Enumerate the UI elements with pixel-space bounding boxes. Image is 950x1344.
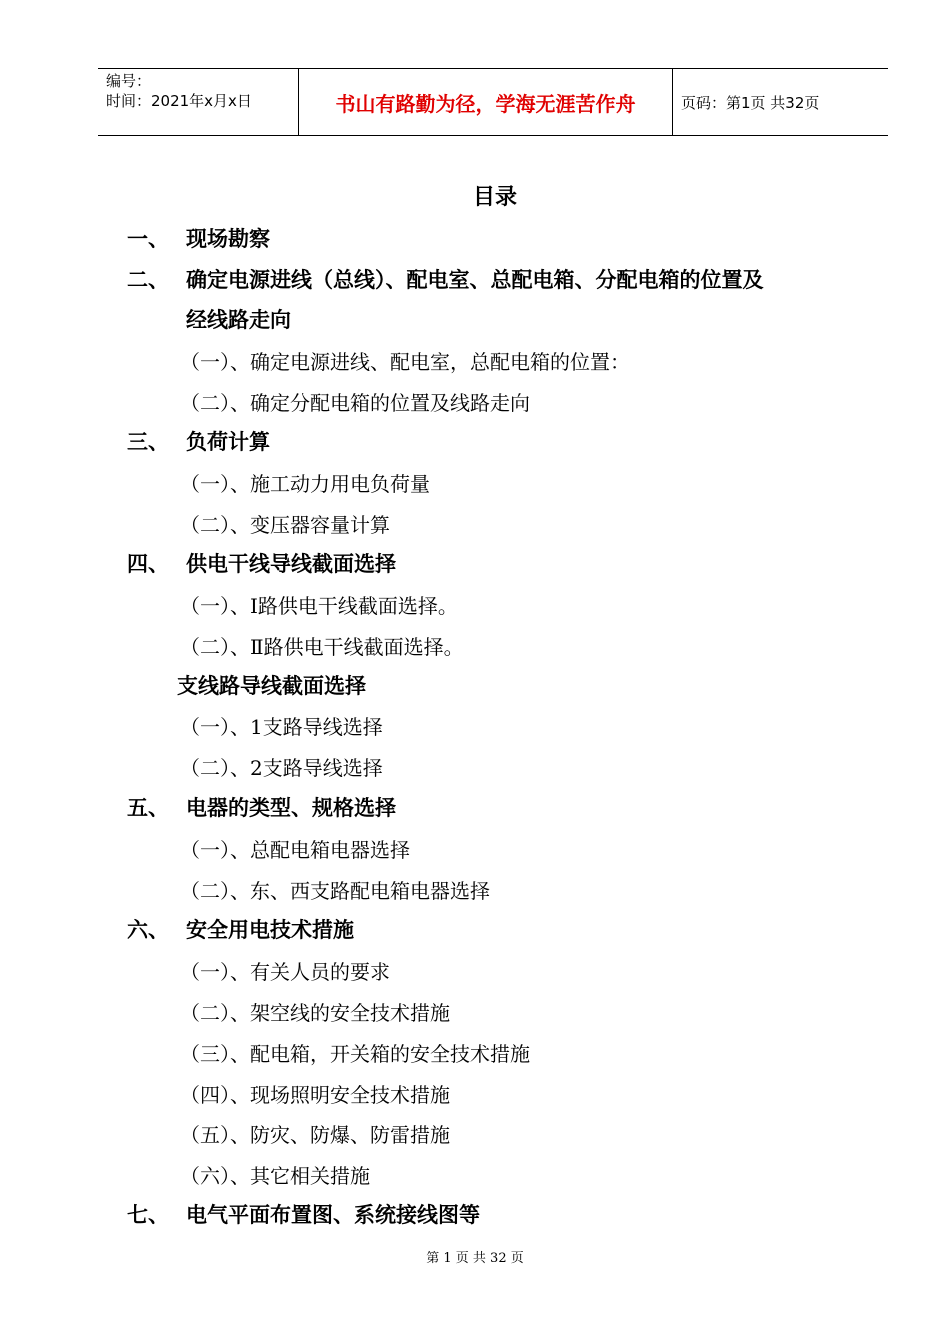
toc-subheading-branch-lines: 支线路导线截面选择 (177, 674, 366, 698)
toc-item-6-3: （三）、配电箱，开关箱的安全技术措施 (180, 1042, 530, 1066)
toc-section-title: 负荷计算 (186, 430, 270, 454)
toc-title: 目录 (472, 185, 517, 210)
toc-item-4-2: （二）、Ⅱ路供电干线截面选择。 (180, 635, 464, 659)
toc-item-4-3: （一）、1支路导线选择 (180, 715, 383, 739)
toc-item-4-1: （一）、Ⅰ路供电干线截面选择。 (180, 594, 458, 618)
header-page-info: 页码：第1页 共32页 (681, 93, 820, 112)
toc-section-title: 供电干线导线截面选择 (186, 552, 396, 576)
toc-item-6-6: （六）、其它相关措施 (180, 1164, 370, 1188)
toc-item-6-5: （五）、防灾、防爆、防雷措施 (180, 1123, 450, 1147)
toc-section-title: 现场勘察 (186, 227, 270, 251)
toc-item-6-1: （一）、有关人员的要求 (180, 960, 390, 984)
toc-section-number: 五、 (127, 796, 169, 820)
toc-item-5-1: （一）、总配电箱电器选择 (180, 838, 410, 862)
toc-section-number: 二、 (127, 268, 169, 292)
toc-item-5-2: （二）、东、西支路配电箱电器选择 (180, 879, 490, 903)
toc-section-number: 一、 (127, 227, 169, 251)
toc-section-title: 电气平面布置图、系统接线图等 (186, 1203, 480, 1227)
page-footer: 第 1 页 共 32 页 (426, 1251, 524, 1266)
toc-section-title: 确定电源进线（总线）、配电室、总配电箱、分配电箱的位置及 (186, 268, 764, 292)
toc-item-6-2: （二）、架空线的安全技术措施 (180, 1001, 450, 1025)
header-motto: 书山有路勤为径，学海无涯苦作舟 (299, 69, 673, 135)
toc-item-3-2: （二）、变压器容量计算 (180, 513, 390, 537)
document-time-label: 时间：2021年x月x日 (106, 92, 252, 110)
toc-section-title: 安全用电技术措施 (186, 918, 354, 942)
toc-section-title-continued: 经线路走向 (186, 308, 291, 332)
toc-item-4-4: （二）、2支路导线选择 (180, 756, 383, 780)
toc-section-title: 电器的类型、规格选择 (186, 796, 396, 820)
toc-item-2-2: （二）、确定分配电箱的位置及线路走向 (180, 391, 530, 415)
toc-item-2-1: （一）、确定电源进线、配电室，总配电箱的位置： (180, 350, 630, 374)
toc-section-number: 四、 (127, 552, 169, 576)
toc-section-number: 六、 (127, 918, 169, 942)
toc-item-6-4: （四）、现场照明安全技术措施 (180, 1083, 450, 1107)
toc-section-number: 七、 (127, 1203, 169, 1227)
toc-section-number: 三、 (127, 430, 169, 454)
toc-item-3-1: （一）、施工动力用电负荷量 (180, 472, 430, 496)
document-number-label: 编号： (106, 72, 152, 90)
